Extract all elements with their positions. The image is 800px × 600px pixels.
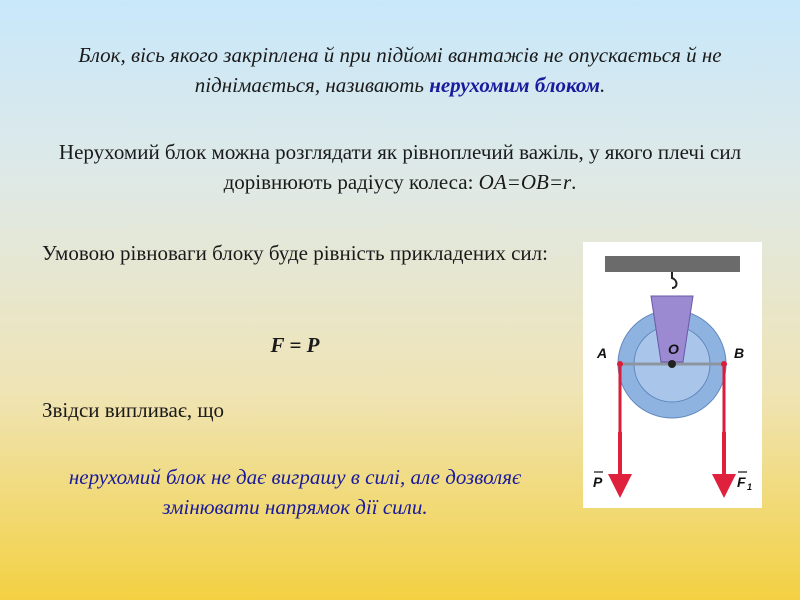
label-a: A <box>597 345 608 361</box>
lever-text: Нерухомий блок можна розглядати як рівноплечий важіль, у якого плечі сил дорівнюють радіусу колеса: <box>58 140 742 194</box>
definition-text: Блок, вісь якого закріплена й при підйомі вантажів не опускається й не піднімається, називають <box>78 43 722 97</box>
label-o: O <box>668 341 679 357</box>
pulley-diagram <box>583 242 762 508</box>
lever-paragraph <box>20 137 780 197</box>
lever-formula: OA=OB=r <box>478 170 572 194</box>
conclusion-intro: Звідси випливає, що <box>42 398 225 422</box>
definition-paragraph <box>20 40 780 100</box>
hook-icon <box>672 272 677 288</box>
label-p: P <box>593 474 603 490</box>
definition-end: . <box>599 73 606 97</box>
label-b: B <box>734 345 745 361</box>
definition-term: нерухомим блоком <box>429 73 600 97</box>
point-a <box>617 361 623 367</box>
equilibrium-text: Умовою рівноваги блоку буде рівність прикладених сил: <box>42 241 548 265</box>
equilibrium-formula: F = P <box>270 333 320 357</box>
ceiling-support <box>605 256 740 272</box>
fixed-pulley-figure <box>583 242 762 508</box>
axle-point <box>668 360 676 368</box>
label-f: F <box>737 474 746 490</box>
point-b <box>721 361 727 367</box>
label-f-subscript: 1 <box>747 482 753 492</box>
lever-end: . <box>571 170 577 194</box>
conclusion-text: нерухомий блок не дає виграшу в силі, але дозволяє змінювати напрямок дії сили. <box>68 465 522 519</box>
